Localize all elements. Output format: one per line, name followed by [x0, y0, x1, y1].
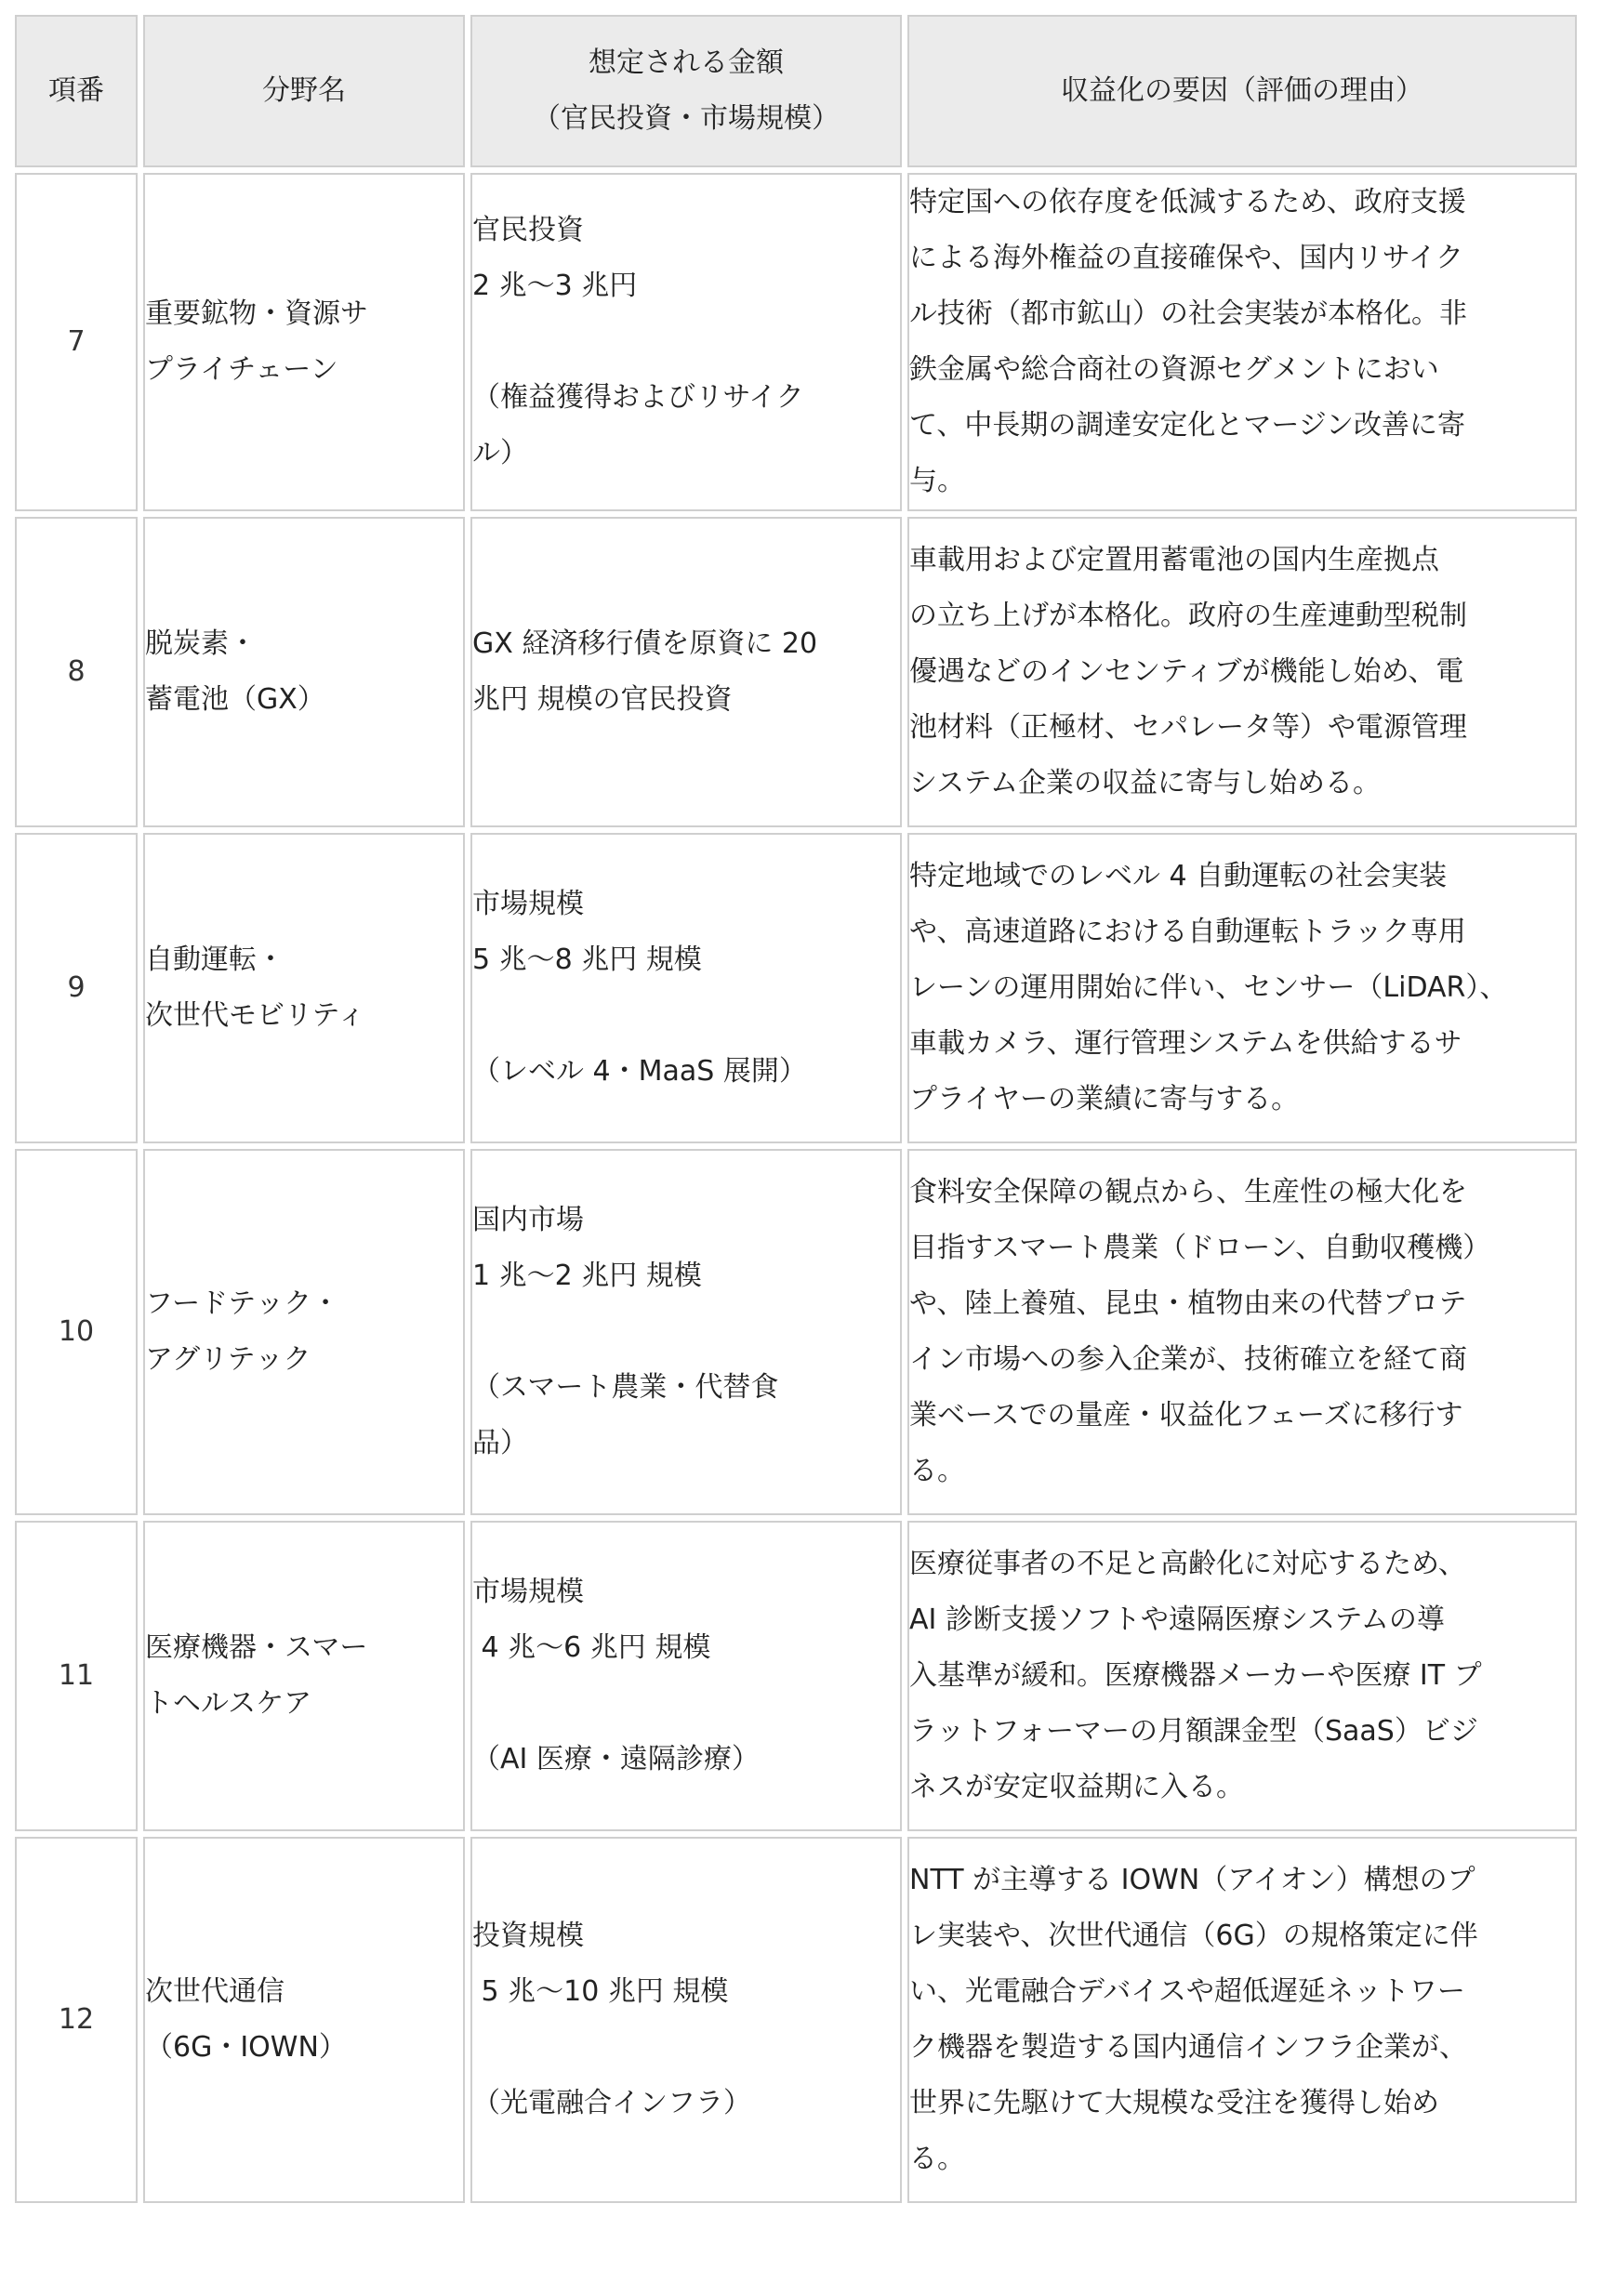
reason-line: 特定地域でのレベル 4 自動運転の社会実装 [909, 860, 1448, 892]
amount-line: ル） [472, 437, 528, 469]
amount-line: 兆円 規模の官民投資 [472, 683, 733, 716]
reason-line: 医療従事者の不足と高齢化に対応するため、 [909, 1548, 1466, 1580]
amount-cell [470, 1521, 902, 1831]
amount-line: （権益獲得およびリサイク [472, 381, 804, 414]
row-number: 12 [15, 1837, 138, 2203]
table-row [15, 1521, 1577, 1831]
amount-line: 4 兆〜6 兆円 規模 [472, 1631, 711, 1664]
reason-cell [907, 1521, 1577, 1831]
amount-line: （AI 医療・遠隔診療） [472, 1743, 760, 1775]
reason-cell [907, 833, 1577, 1143]
reason-line: や、陸上養殖、昆虫・植物由来の代替プロテ [909, 1287, 1467, 1320]
amount-line: （レベル 4・MaaS 展開） [472, 1055, 807, 1088]
amount-spacer [472, 1676, 900, 1732]
document [9, 9, 1582, 2209]
amount-line: 2 兆〜3 兆円 [472, 270, 638, 302]
amount-spacer [472, 314, 900, 370]
reason-cell [907, 1149, 1577, 1515]
reason-line: イン市場への参入企業が、技術確立を経て商 [909, 1343, 1467, 1376]
reason-line: ラットフォーマーの月額課金型（SaaS）ビジ [909, 1715, 1478, 1748]
header-row [15, 15, 1577, 167]
amount-line: 5 兆〜8 兆円 規模 [472, 943, 702, 976]
reason-line: による海外権益の直接確保や、国内リサイク [909, 242, 1464, 274]
reason-line: 車載用および定置用蓄電池の国内生産拠点 [909, 544, 1439, 576]
reason-line: AI 診断支援ソフトや遠隔医療システムの導 [909, 1603, 1445, 1636]
reason-line: い、光電融合デバイスや超低遅延ネットワー [909, 1975, 1465, 2008]
header-amount [470, 15, 902, 167]
amount-line: （光電融合インフラ） [472, 2087, 751, 2119]
field-name [143, 1521, 465, 1831]
amount-cell [470, 833, 902, 1143]
amount-line: 国内市場 [472, 1204, 584, 1236]
amount-cell [470, 1837, 902, 2203]
amount-line: 5 兆〜10 兆円 規模 [472, 1975, 729, 2008]
reason-line: て、中長期の調達安定化とマージン改善に寄 [909, 409, 1466, 442]
reason-line: ネスが安定収益期に入る。 [909, 1771, 1244, 1803]
field-name-line: 脱炭素・ [145, 627, 257, 660]
field-name-line: 蓄電池（GX） [145, 683, 325, 716]
reason-line: 優遇などのインセンティブが機能し始め、電 [909, 655, 1464, 688]
reason-line: 世界に先駆けて大規模な受注を獲得し始め [909, 2087, 1439, 2119]
field-name [143, 1149, 465, 1515]
reason-line: システム企業の収益に寄与し始める。 [909, 767, 1381, 799]
header-amount-line2: （官民投資・市場規模） [533, 102, 840, 135]
field-name-line: （6G・IOWN） [145, 2031, 347, 2064]
investment-table [9, 9, 1582, 2209]
reason-line: ル技術（都市鉱山）の社会実装が本格化。非 [909, 297, 1467, 330]
amount-cell [470, 517, 902, 827]
amount-line: GX 経済移行債を原資に 20 [472, 627, 818, 660]
table-row [15, 833, 1577, 1143]
reason-line: プライヤーの業績に寄与する。 [909, 1083, 1300, 1115]
row-number: 11 [15, 1521, 138, 1831]
reason-line: や、高速道路における自動運転トラック専用 [909, 916, 1466, 948]
amount-spacer [472, 988, 900, 1044]
field-name [143, 1837, 465, 2203]
header-no: 項番 [15, 15, 138, 167]
reason-line: る。 [909, 2143, 965, 2175]
row-number: 7 [15, 173, 138, 511]
reason-line: 車載カメラ、運行管理システムを供給するサ [909, 1027, 1462, 1060]
reason-line: の立ち上げが本格化。政府の生産連動型税制 [909, 600, 1467, 632]
reason-line: レーンの運用開始に伴い、センサー（LiDAR）、 [909, 971, 1508, 1004]
table-row [15, 1149, 1577, 1515]
amount-line: 品） [472, 1427, 528, 1459]
amount-line: 官民投資 [472, 214, 584, 246]
field-name-line: 自動運転・ [145, 943, 284, 976]
table-row [15, 1837, 1577, 2203]
header-amount-line1: 想定される金額 [589, 46, 784, 79]
field-name-line: プライチェーン [145, 353, 338, 386]
amount-cell [470, 173, 902, 511]
amount-line: 1 兆〜2 兆円 規模 [472, 1260, 702, 1292]
reason-line: 特定国への依存度を低減するため、政府支援 [909, 186, 1466, 218]
header-reason: 収益化の要因（評価の理由） [907, 15, 1577, 167]
field-name-line: フードテック・ [145, 1287, 340, 1320]
amount-line: （スマート農業・代替食 [472, 1371, 779, 1404]
row-number: 8 [15, 517, 138, 827]
reason-cell [907, 1837, 1577, 2203]
field-name-line: トヘルスケア [145, 1687, 312, 1720]
reason-line: 入基準が緩和。医療機器メーカーや医療 IT プ [909, 1659, 1482, 1692]
reason-line: 鉄金属や総合商社の資源セグメントにおい [909, 353, 1439, 386]
row-number: 9 [15, 833, 138, 1143]
reason-cell [907, 517, 1577, 827]
field-name-line: アグリテック [145, 1343, 311, 1376]
table-row [15, 173, 1577, 511]
field-name [143, 833, 465, 1143]
reason-line: 業ベースでの量産・収益化フェーズに移行す [909, 1399, 1463, 1432]
reason-line: NTT が主導する IOWN（アイオン）構想のプ [909, 1864, 1475, 1896]
field-name [143, 173, 465, 511]
amount-line: 市場規模 [472, 888, 584, 920]
row-number: 10 [15, 1149, 138, 1515]
reason-line: る。 [909, 1455, 965, 1487]
table-row [15, 517, 1577, 827]
amount-line: 市場規模 [472, 1576, 584, 1608]
reason-cell [907, 173, 1577, 511]
amount-cell [470, 1149, 902, 1515]
field-name [143, 517, 465, 827]
field-name-line: 次世代モビリティ [145, 999, 365, 1032]
reason-line: 目指すスマート農業（ドローン、自動収穫機） [909, 1232, 1491, 1264]
reason-line: ク機器を製造する国内通信インフラ企業が、 [909, 2031, 1467, 2064]
header-name: 分野名 [143, 15, 465, 167]
reason-line: 食料安全保障の観点から、生産性の極大化を [909, 1176, 1467, 1208]
field-name-line: 医療機器・スマー [145, 1631, 368, 1664]
reason-line: 与。 [909, 465, 965, 497]
reason-line: 池材料（正極材、セパレータ等）や電源管理 [909, 711, 1467, 744]
field-name-line: 重要鉱物・資源サ [145, 297, 368, 330]
reason-line: レ実装や、次世代通信（6G）の規格策定に伴 [909, 1920, 1478, 1952]
amount-line: 投資規模 [472, 1920, 584, 1952]
amount-spacer [472, 1304, 900, 1360]
amount-spacer [472, 2020, 900, 2076]
field-name-line: 次世代通信 [145, 1975, 284, 2008]
